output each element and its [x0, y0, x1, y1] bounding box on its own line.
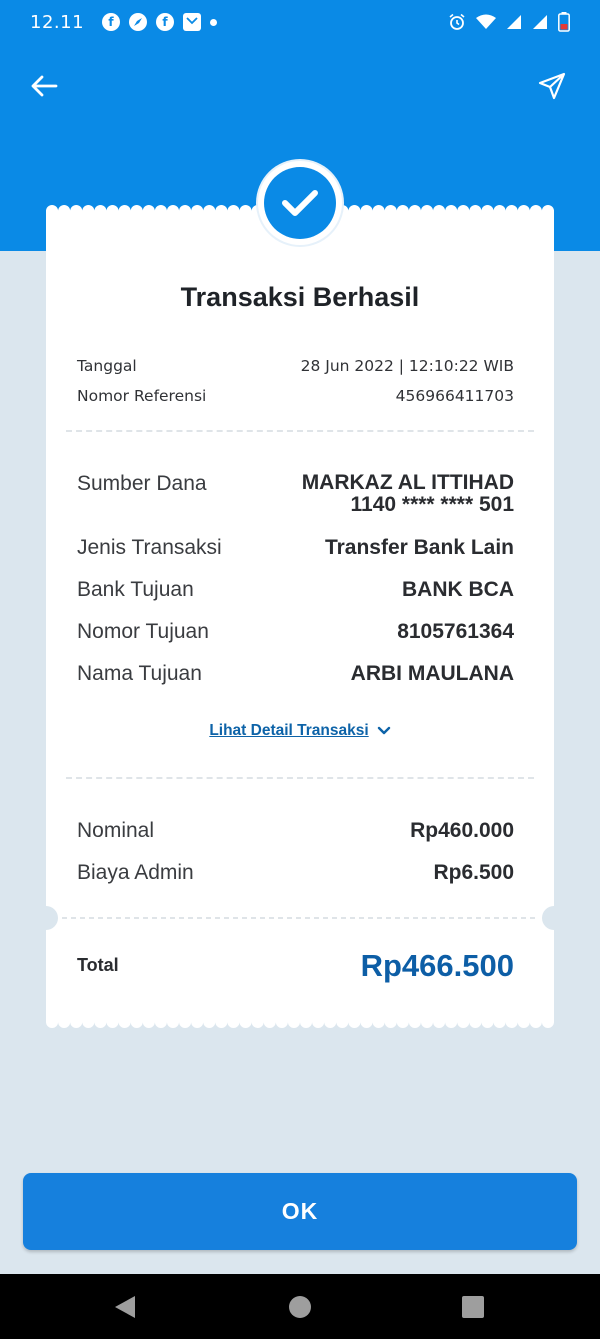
signal-icon [532, 14, 548, 30]
signal-icon [506, 14, 522, 30]
nominal-label: Nominal [77, 819, 155, 842]
nomor-referensi-label: Nomor Referensi [77, 387, 207, 405]
biaya-admin-value: Rp6.500 [433, 861, 514, 884]
nomor-tujuan-value: 8105761364 [397, 620, 514, 643]
row-nomor-referensi [77, 387, 514, 405]
nama-tujuan-value: ARBI MAULANA [350, 662, 514, 685]
sumber-dana-label: Sumber Dana [77, 472, 207, 495]
check-icon [280, 187, 320, 219]
detail-transaction-link[interactable] [46, 722, 554, 740]
facebook-icon: f [102, 13, 120, 31]
bank-tujuan-value: BANK BCA [402, 578, 514, 601]
account-number: 1140 **** **** 501 [350, 493, 514, 516]
nominal-value: Rp460.000 [410, 819, 514, 842]
share-button[interactable] [534, 68, 570, 104]
send-icon [537, 71, 567, 101]
sumber-dana-value [302, 472, 514, 516]
compass-icon [129, 13, 147, 31]
facebook-icon: f [156, 13, 174, 31]
divider [66, 777, 534, 779]
back-button[interactable] [26, 68, 62, 104]
jenis-transaksi-label: Jenis Transaksi [77, 536, 222, 559]
row-jenis-transaksi [77, 536, 514, 560]
system-icons [448, 12, 570, 32]
chevron-down-icon[interactable] [377, 726, 391, 736]
biaya-admin-label: Biaya Admin [77, 861, 194, 884]
battery-low-icon [558, 12, 570, 32]
row-biaya-admin [77, 861, 514, 885]
notification-icons [102, 13, 217, 31]
nav-home-icon[interactable] [287, 1294, 313, 1320]
status-bar [0, 0, 600, 44]
divider [66, 430, 534, 432]
nomor-tujuan-label: Nomor Tujuan [77, 620, 209, 643]
status-time: 12.11 [30, 11, 85, 33]
receipt-title: Transaksi Berhasil [180, 282, 420, 312]
success-badge [258, 161, 342, 245]
row-sumber-dana [77, 472, 514, 516]
tanggal-value: 28 Jun 2022 | 12:10:22 WIB [300, 357, 514, 375]
total-label: Total [77, 955, 119, 975]
jenis-transaksi-value: Transfer Bank Lain [324, 536, 514, 559]
detail-link-label[interactable]: Lihat Detail Transaksi [209, 722, 369, 739]
wifi-icon [476, 14, 496, 30]
row-nominal [77, 819, 514, 843]
row-bank-tujuan [77, 578, 514, 602]
system-navigation-bar [0, 1274, 600, 1339]
receipt-card [46, 205, 554, 1028]
ok-button[interactable]: OK [23, 1173, 577, 1250]
row-tanggal [77, 357, 514, 375]
total-value: Rp466.500 [360, 948, 514, 983]
tanggal-label: Tanggal [77, 357, 137, 375]
receipt-shape [46, 205, 554, 1028]
nav-recents-icon[interactable] [460, 1294, 486, 1320]
app-bar [0, 62, 600, 110]
bank-tujuan-label: Bank Tujuan [77, 578, 194, 601]
mail-icon [183, 13, 201, 31]
nomor-referensi-value: 456966411703 [395, 387, 514, 405]
alarm-icon [448, 13, 466, 31]
arrow-left-icon [30, 74, 58, 98]
account-name: MARKAZ AL ITTIHAD [301, 471, 514, 494]
row-nomor-tujuan [77, 620, 514, 644]
nama-tujuan-label: Nama Tujuan [77, 662, 202, 685]
row-nama-tujuan [77, 662, 514, 686]
more-notifications-icon [210, 19, 217, 26]
nav-back-icon[interactable] [113, 1294, 139, 1320]
